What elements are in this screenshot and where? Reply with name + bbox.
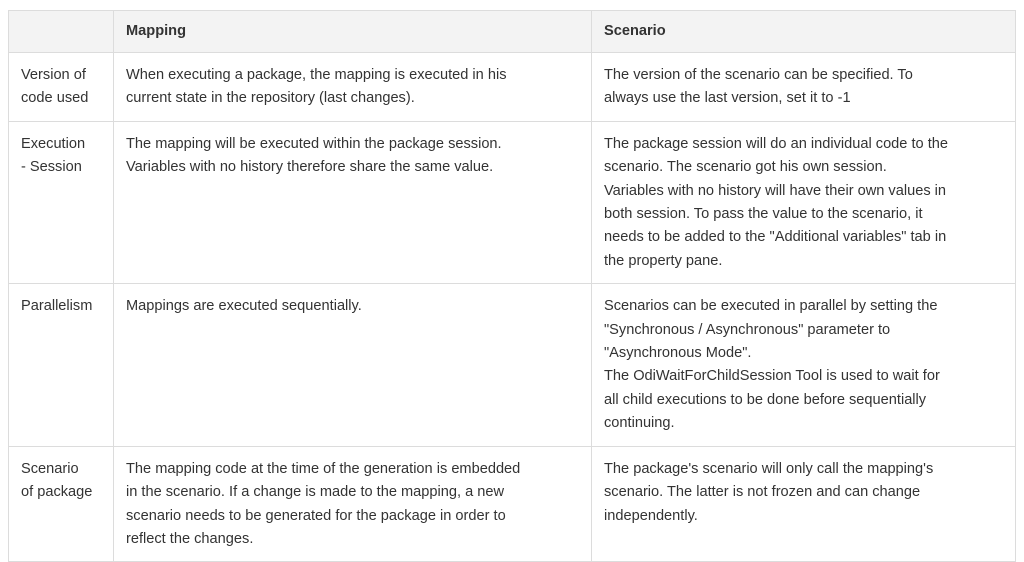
scenario-text-line: The package session will do an individual code to the bbox=[604, 135, 948, 152]
mapping-text-line: Variables with no history therefore share the same value. bbox=[126, 159, 494, 176]
mapping-text-line: in the scenario. If a change is made to the mapping, a new bbox=[126, 484, 505, 501]
mapping-text-line: Mappings are executed sequentially. bbox=[126, 298, 362, 315]
mapping-text-line: The mapping will be executed within the package session. bbox=[126, 135, 502, 152]
scenario-text-line: always use the last version, set it to -1 bbox=[604, 90, 851, 107]
scenario-text-line: the property pane. bbox=[604, 252, 723, 269]
mapping-cell bbox=[114, 53, 592, 122]
comparison-table bbox=[8, 10, 1016, 562]
row-label-line: of package bbox=[21, 484, 93, 501]
scenario-cell bbox=[592, 284, 1016, 446]
scenario-cell bbox=[592, 121, 1016, 283]
header-cell-scenario: Scenario bbox=[592, 11, 1016, 53]
scenario-cell bbox=[592, 446, 1016, 562]
scenario-text-line: The version of the scenario can be specified. To bbox=[604, 67, 913, 83]
scenario-cell bbox=[592, 53, 1016, 122]
scenario-text-line: both session. To pass the value to the scenario, it bbox=[604, 206, 923, 223]
mapping-text-line: When executing a package, the mapping is executed in his bbox=[126, 67, 507, 83]
scenario-text-line: independently. bbox=[604, 507, 698, 524]
mapping-cell bbox=[114, 121, 592, 283]
mapping-text-line: reflect the changes. bbox=[126, 530, 254, 547]
scenario-text-line: "Asynchronous Mode". bbox=[604, 345, 752, 362]
scenario-text-line: "Synchronous / Asynchronous" parameter to bbox=[604, 321, 891, 338]
scenario-text-line: The OdiWaitForChildSession Tool is used to wait for bbox=[604, 368, 940, 385]
mapping-text-line: The mapping code at the time of the generation is embedded bbox=[126, 460, 521, 477]
header-cell-mapping: Mapping bbox=[114, 11, 592, 53]
table-row bbox=[9, 121, 1016, 283]
row-label-cell bbox=[9, 446, 114, 562]
mapping-cell bbox=[114, 446, 592, 562]
mapping-text-line: current state in the repository (last changes). bbox=[126, 90, 415, 107]
table-row bbox=[9, 446, 1016, 562]
row-label-line: - Session bbox=[21, 159, 82, 176]
row-label-line: Execution bbox=[21, 135, 86, 152]
comparison-table-wrapper bbox=[8, 10, 1015, 562]
row-label-cell bbox=[9, 284, 114, 446]
row-label-line: Version of bbox=[21, 67, 86, 83]
table-row bbox=[9, 284, 1016, 446]
row-label-cell bbox=[9, 121, 114, 283]
scenario-text-line: needs to be added to the "Additional variables" tab in bbox=[604, 229, 947, 246]
table-header-row bbox=[9, 11, 1016, 53]
scenario-text-line: Variables with no history will have their own values in bbox=[604, 182, 947, 199]
scenario-text-line: scenario. The scenario got his own session. bbox=[604, 159, 887, 176]
row-label-line: Parallelism bbox=[21, 298, 93, 315]
header-cell-empty bbox=[9, 11, 114, 53]
mapping-cell bbox=[114, 284, 592, 446]
mapping-text-line: scenario needs to be generated for the package in order to bbox=[126, 507, 506, 524]
row-label-line: code used bbox=[21, 90, 89, 107]
scenario-text-line: scenario. The latter is not frozen and can change bbox=[604, 484, 921, 501]
row-label-cell bbox=[9, 53, 114, 122]
scenario-text-line: continuing. bbox=[604, 415, 675, 432]
scenario-text-line: The package's scenario will only call the mapping's bbox=[604, 460, 934, 477]
table-row bbox=[9, 53, 1016, 122]
scenario-text-line: Scenarios can be executed in parallel by setting the bbox=[604, 298, 938, 315]
scenario-text-line: all child executions to be done before sequentially bbox=[604, 391, 927, 408]
row-label-line: Scenario bbox=[21, 460, 79, 477]
